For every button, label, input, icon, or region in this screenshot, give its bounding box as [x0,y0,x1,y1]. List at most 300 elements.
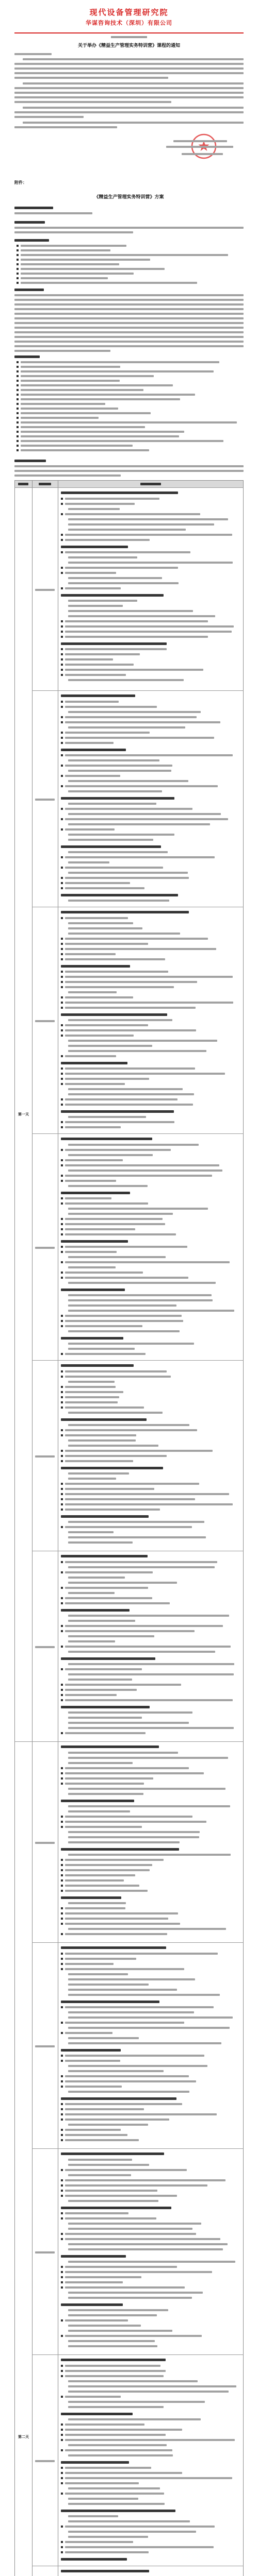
square-bullet-icon [61,882,63,884]
table-text-line [68,803,156,805]
table-text-line [65,2233,196,2235]
section-text-line [14,322,244,324]
square-bullet-icon [61,587,63,589]
table-text-line [65,2179,225,2181]
module-subtitle-line [61,1062,127,1064]
table-text-line [65,631,232,633]
square-bullet-icon [61,2467,63,2469]
table-text-line [65,1821,206,1823]
table-text-line [65,1002,233,1004]
table-text-line [65,775,120,777]
table-text-line [68,529,186,531]
table-text-line [65,1429,197,1431]
square-bullet-icon [61,1035,63,1037]
table-text-line [68,726,185,728]
table-text-line [65,1571,153,1573]
table-text-line [65,2370,166,2372]
square-bullet-icon [61,2526,63,2528]
table-text-line [68,1615,229,1617]
table-text-line [65,1202,148,1205]
square-bullet-icon [61,785,63,787]
table-text-line [65,653,140,655]
table-text-line [65,1732,146,1734]
table-text-line [65,1777,153,1780]
square-bullet-icon [61,1406,63,1409]
table-text-line [65,1024,148,1026]
section-text-line [14,299,244,301]
table-text-line [68,2124,148,2126]
square-bullet-icon [61,1391,63,1393]
table-text-line [65,498,159,500]
table-text-line [65,2190,157,2192]
table-text-line [65,2217,156,2219]
list-text-line [21,375,154,377]
table-text-line [68,2261,235,2263]
square-bullet-icon [17,426,19,428]
square-bullet-icon [61,1874,63,1876]
square-bullet-icon [61,917,63,919]
square-bullet-icon [61,2022,63,2024]
square-bullet-icon [61,1277,63,1279]
table-text-line [68,1673,234,1675]
list-text-line [21,259,150,261]
square-bullet-icon [61,867,63,869]
table-text-line [65,1783,144,1785]
table-text-line [65,785,218,787]
table-text-line [65,636,208,638]
table-text-line [68,2174,131,2176]
square-bullet-icon [17,249,19,251]
table-text-line [65,2434,166,2436]
square-bullet-icon [17,389,19,391]
table-text-line [65,1684,181,1686]
table-text-line [65,1121,174,1123]
square-bullet-icon [61,1272,63,1274]
square-bullet-icon [61,986,63,988]
square-bullet-icon [61,2396,63,2398]
module-subtitle-line [61,1706,150,1708]
square-bullet-icon [61,1699,63,1701]
section-text-line [14,465,244,467]
square-bullet-icon [61,636,63,638]
table-text-line [68,518,228,520]
table-text-line [65,2113,217,2115]
table-text-line [65,887,144,889]
square-bullet-icon [61,701,63,703]
table-text-line [68,1045,152,1047]
time-slot-line [35,799,55,801]
table-text-line [68,1170,222,1172]
table-row-divider [32,1942,244,1943]
square-bullet-icon [61,818,63,820]
module-subtitle-line [61,594,164,597]
table-text-line [68,508,120,510]
square-bullet-icon [61,2113,63,2115]
square-bullet-icon [61,1526,63,1528]
table-text-line [65,976,233,978]
table-text-line [68,2309,168,2311]
table-text-line [65,2396,121,2398]
notice-title: 关于举办《精益生产管理实务特训营》课程的通知 [77,43,180,48]
table-text-line [68,1310,234,1312]
signature-org-line [166,146,233,148]
table-text-line [68,813,221,815]
table-text-line [65,2276,141,2278]
square-bullet-icon [61,953,63,955]
module-title-line [61,1555,148,1557]
module-title-line [61,2153,164,2155]
table-text-line [65,856,215,858]
table-text-line [65,737,214,739]
table-text-line [68,711,201,713]
table-text-line [68,2228,192,2230]
square-bullet-icon [17,259,19,261]
square-bullet-icon [61,1126,63,1128]
table-text-line [65,2086,122,2088]
paragraph-text-line [14,126,117,128]
table-text-line [68,759,159,761]
table-text-line [65,1498,195,1500]
table-text-line [68,1424,189,1426]
square-bullet-icon [61,765,63,767]
table-text-line [68,780,188,782]
module-subtitle-line [61,1110,174,1113]
square-bullet-icon [17,263,19,265]
table-text-line [65,877,189,879]
module-subtitle-line [61,2303,123,2306]
table-text-line [65,1434,136,1436]
square-bullet-icon [61,2212,63,2214]
table-text-line [65,1078,149,1080]
table-text-line [68,1989,177,1991]
square-bullet-icon [61,2429,63,2431]
table-text-line [68,2385,236,2387]
table-text-line [68,2487,160,2489]
square-bullet-icon [61,2319,63,2321]
table-text-line [65,986,174,988]
square-bullet-icon [61,1024,63,1026]
table-text-line [68,790,162,792]
table-text-line [65,1055,116,1057]
module-title-line [61,2359,166,2361]
table-col-divider [32,480,33,2576]
table-text-line [68,1330,180,1332]
square-bullet-icon [61,2134,63,2136]
table-text-line [65,1488,154,1490]
square-bullet-icon [61,732,63,734]
square-bullet-icon [61,648,63,650]
square-bullet-icon [17,375,19,377]
square-bullet-icon [61,1684,63,1686]
table-text-line [68,1727,234,1729]
square-bullet-icon [61,877,63,879]
list-text-line [21,408,118,410]
table-text-line [65,2477,232,2479]
square-bullet-icon [61,828,63,831]
square-bullet-icon [61,716,63,718]
table-text-line [68,1566,215,1568]
table-text-line [65,648,167,650]
table-text-line [68,2515,118,2517]
square-bullet-icon [61,2055,63,2057]
paragraph-text-line [14,116,84,118]
section-text-line [14,227,244,229]
table-text-line [68,1577,125,1579]
table-text-line [68,2292,203,2294]
table-text-line [65,1007,196,1009]
list-text-line [21,417,99,419]
square-bullet-icon [61,1376,63,1378]
square-bullet-icon [61,938,63,940]
square-bullet-icon [61,1890,63,1892]
square-bullet-icon [61,1370,63,1372]
list-text-line [21,263,119,265]
square-bullet-icon [61,1772,63,1774]
table-text-line [65,701,119,703]
table-text-line [65,1401,118,1403]
square-bullet-icon [61,856,63,858]
table-text-line [65,808,192,810]
table-text-line [65,1035,134,1037]
table-text-line [68,2297,192,2299]
table-text-line [68,1836,199,1838]
document-number-line [111,36,147,38]
square-bullet-icon [61,1668,63,1670]
section-text-line [14,327,244,329]
table-text-line [65,1907,125,1909]
module-subtitle-line [61,1418,147,1421]
square-bullet-icon [61,2179,63,2181]
table-text-line [65,1223,165,1225]
table-text-line [65,2281,123,2283]
list-text-line [21,449,149,451]
table-text-line [65,1228,135,1230]
square-bullet-icon [17,366,19,368]
square-bullet-icon [17,370,19,372]
table-text-line [65,1923,180,1925]
table-text-line [68,2314,157,2316]
table-text-line [68,2037,139,2039]
table-text-line [68,2531,196,2533]
square-bullet-icon [61,1083,63,1085]
table-text-line [65,1067,195,1070]
time-slot-line [35,2045,55,2047]
table-text-line [68,1343,194,1345]
module-subtitle-line [61,2001,159,2003]
table-text-line [65,1455,167,1457]
square-bullet-icon [17,408,19,410]
time-slot-line [35,2251,55,2253]
table-text-line [65,1175,212,1177]
table-text-line [65,1918,168,1920]
table-text-line [65,2055,204,2057]
table-text-line [68,1050,206,1052]
section-heading-line [14,239,49,242]
square-bullet-icon [61,1078,63,1080]
square-bullet-icon [17,394,19,396]
table-text-line [68,2243,228,2245]
square-bullet-icon [17,403,19,405]
table-text-line [65,958,165,960]
table-text-line [65,1083,125,1085]
module-title-line [61,2570,149,2572]
table-text-line [65,2526,215,2528]
section-heading-line [14,355,40,358]
list-text-line [21,431,184,433]
section-text-line [14,303,244,306]
square-bullet-icon [17,417,19,419]
section-text-line [14,313,244,315]
module-title-line [61,1745,159,1748]
table-text-line [65,716,197,718]
square-bullet-icon [61,572,63,574]
signature-org-line [173,140,227,142]
section-text-line [14,331,244,333]
paragraph-text-line [14,96,244,98]
table-text-line [65,1869,150,1871]
square-bullet-icon [61,1777,63,1780]
square-bullet-icon [61,1429,63,1431]
list-text-line [21,403,105,405]
table-text-line [65,1376,171,1378]
table-text-line [68,1116,146,1118]
table-text-line [65,1233,176,1235]
square-bullet-icon [61,1055,63,1057]
table-text-line [68,1757,228,1759]
table-text-line [68,2380,198,2382]
table-text-line [65,2119,169,2121]
square-bullet-icon [61,1783,63,1785]
attachment-title: 《精益生产管理实务特训营》方案 [94,195,164,200]
table-text-line [68,2406,164,2408]
square-bullet-icon [61,2424,63,2426]
table-text-line [65,658,113,660]
module-subtitle-line [61,1467,163,1469]
list-text-line [21,384,173,386]
table-text-line [65,1406,144,1409]
square-bullet-icon [61,2286,63,2289]
square-bullet-icon [61,1246,63,1248]
table-text-line [68,1679,132,1681]
square-bullet-icon [61,2434,63,2436]
section-text-line [14,212,92,214]
table-text-line [65,2075,189,2077]
table-text-line [68,605,123,607]
table-text-line [68,900,169,902]
table-text-line [68,1793,143,1795]
square-bullet-icon [61,674,63,676]
module-title-line [61,1364,134,1367]
table-text-line [68,922,133,924]
square-bullet-icon [61,1689,63,1691]
table-text-line [68,2248,223,2250]
square-bullet-icon [61,737,63,739]
list-text-line [21,421,237,423]
table-text-line [65,674,126,676]
table-text-line [65,539,150,541]
table-text-line [65,1073,225,1075]
table-text-line [68,562,233,564]
square-bullet-icon [61,2493,63,2495]
table-text-line [65,2006,214,2008]
table-text-line [65,754,233,756]
table-text-line [65,996,133,998]
table-text-line [65,1483,199,1485]
table-text-line [68,556,137,558]
section-heading-line [14,460,46,462]
square-bullet-icon [17,268,19,270]
square-bullet-icon [61,1879,63,1882]
square-bullet-icon [61,2281,63,2283]
square-bullet-icon [61,1228,63,1230]
table-text-line [65,664,134,666]
square-bullet-icon [17,449,19,451]
table-text-line [65,2551,149,2553]
table-text-line [65,503,135,505]
table-text-line [65,938,208,940]
table-text-line [68,1620,135,1622]
module-subtitle-line [61,797,174,800]
square-bullet-icon [61,2129,63,2131]
table-text-line [68,2223,201,2225]
table-text-line [65,2184,207,2187]
table-text-line [65,620,208,622]
square-bullet-icon [61,2375,63,2377]
table-text-line [65,669,203,671]
square-bullet-icon [61,1164,63,1166]
table-text-line [65,1503,233,1505]
table-text-line [65,1197,111,1199]
list-text-line [21,445,133,447]
table-text-line [68,2325,141,2327]
table-text-line [68,1762,133,1764]
table-text-line [65,1493,229,1495]
square-bullet-icon [61,2032,63,2034]
table-text-line [65,917,128,919]
square-bullet-icon [61,1396,63,1398]
square-bullet-icon [17,380,19,382]
square-bullet-icon [61,2080,63,2082]
square-bullet-icon [61,1912,63,1914]
list-text-line [21,268,165,270]
module-title-line [61,492,178,494]
table-text-line [65,2472,182,2474]
paragraph-text-line [14,63,244,65]
table-text-line [65,1246,187,1248]
table-text-line [68,1582,177,1584]
square-bullet-icon [61,1325,63,1327]
table-text-line [65,1386,116,1388]
list-text-line [21,426,145,428]
table-text-line [65,1315,182,1317]
table-text-line [65,1963,114,1965]
square-bullet-icon [61,2551,63,2553]
table-text-line [68,2391,229,2393]
module-subtitle-line [61,546,128,548]
table-text-line [65,1646,231,1648]
square-bullet-icon [61,2139,63,2141]
table-text-line [68,2042,221,2044]
square-bullet-icon [61,808,63,810]
square-bullet-icon [61,2169,63,2171]
square-bullet-icon [61,775,63,777]
table-text-line [65,2424,144,2426]
table-text-line [68,2200,158,2202]
table-text-line [65,1933,167,1935]
table-text-line [68,839,153,841]
list-text-line [21,366,120,368]
table-text-line [65,1968,184,1970]
